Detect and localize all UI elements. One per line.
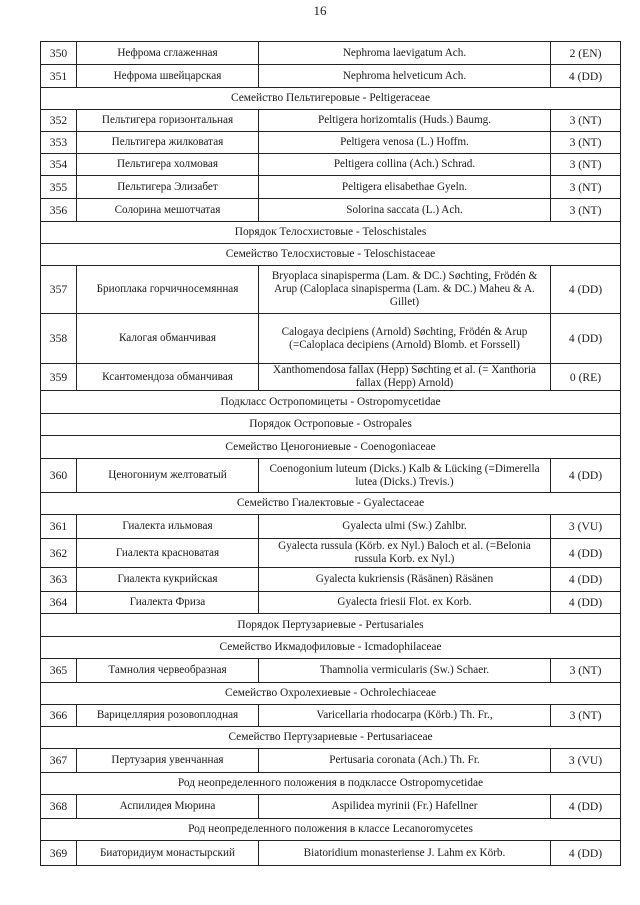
section-row — [41, 727, 621, 749]
table-row — [41, 841, 621, 866]
section-row — [41, 222, 621, 244]
red-list-table — [40, 41, 621, 866]
species-number: 365 — [41, 659, 77, 683]
species-number: 366 — [41, 705, 77, 727]
latin-name: Nephroma laevigatum Ach. — [259, 42, 551, 65]
russian-name: Нефрома швейцарская — [77, 65, 259, 88]
species-number: 360 — [41, 459, 77, 493]
section-row — [41, 773, 621, 795]
table-row — [41, 592, 621, 614]
russian-name: Ценогониум желтоватый — [77, 459, 259, 493]
section-row — [41, 683, 621, 705]
page-number: 16 — [313, 3, 327, 18]
category-status: 3 (NT) — [551, 176, 621, 199]
species-number: 363 — [41, 568, 77, 592]
species-number: 354 — [41, 154, 77, 176]
table-row — [41, 176, 621, 199]
russian-name: Тамнолия червеобразная — [77, 659, 259, 683]
russian-name: Пельтигера Элизабет — [77, 176, 259, 199]
category-status: 3 (NT) — [551, 132, 621, 154]
table-row — [41, 749, 621, 773]
table-row — [41, 539, 621, 568]
section-row — [41, 493, 621, 515]
section-title: Род неопределенного положения в подклассе Ostropomycetidae — [41, 773, 621, 795]
category-status: 4 (DD) — [551, 539, 621, 568]
latin-name: Nephroma helveticum Ach. — [259, 65, 551, 88]
russian-name: Пертузария увенчанная — [77, 749, 259, 773]
section-row — [41, 819, 621, 841]
russian-name: Ксантомендоза обманчивая — [77, 364, 259, 391]
species-number: 352 — [41, 110, 77, 132]
table-body — [41, 42, 621, 866]
latin-name: Xanthomendosa fallax (Hepp) Søchting et al. (= Xanthoria fallax (Hepp) Arnold) — [259, 364, 551, 391]
russian-name: Калогая обманчивая — [77, 314, 259, 364]
latin-name: Peltigera elisabethae Gyeln. — [259, 176, 551, 199]
category-status: 4 (DD) — [551, 65, 621, 88]
table-row — [41, 266, 621, 314]
section-title: Подкласс Остропомицеты - Ostropomycetidae — [41, 391, 621, 414]
section-title: Порядок Остроповые - Ostropales — [41, 414, 621, 436]
section-row — [41, 244, 621, 266]
section-title: Порядок Телосхистовые - Teloschistales — [41, 222, 621, 244]
russian-name: Солорина мешотчатая — [77, 199, 259, 222]
section-row — [41, 414, 621, 436]
table-row — [41, 314, 621, 364]
table-row — [41, 154, 621, 176]
table-row — [41, 568, 621, 592]
species-number: 369 — [41, 841, 77, 866]
russian-name: Бриоплака горчичносемянная — [77, 266, 259, 314]
russian-name: Пельтигера жилковатая — [77, 132, 259, 154]
species-number: 362 — [41, 539, 77, 568]
category-status: 0 (RE) — [551, 364, 621, 391]
russian-name: Гиалекта красноватая — [77, 539, 259, 568]
latin-name: Biatoridium monasteriense J. Lahm ex Körb. — [259, 841, 551, 866]
category-status: 3 (NT) — [551, 154, 621, 176]
table-row — [41, 65, 621, 88]
section-row — [41, 88, 621, 110]
table-row — [41, 659, 621, 683]
category-status: 3 (VU) — [551, 749, 621, 773]
latin-name: Gyalecta kukriensis (Räsänen) Räsänen — [259, 568, 551, 592]
latin-name: Gyalecta ulmi (Sw.) Zahlbr. — [259, 515, 551, 539]
section-row — [41, 637, 621, 659]
category-status: 2 (EN) — [551, 42, 621, 65]
species-number: 361 — [41, 515, 77, 539]
species-number: 357 — [41, 266, 77, 314]
latin-name: Aspilidea myrinii (Fr.) Hafellner — [259, 795, 551, 819]
species-number: 350 — [41, 42, 77, 65]
category-status: 4 (DD) — [551, 795, 621, 819]
latin-name: Peltigera horizomtalis (Huds.) Baumg. — [259, 110, 551, 132]
section-title: Род неопределенного положения в классе Lecanoromycetes — [41, 819, 621, 841]
section-title: Семейство Гиалектовые - Gyalectaceae — [41, 493, 621, 515]
species-number: 353 — [41, 132, 77, 154]
section-row — [41, 391, 621, 414]
russian-name: Гиалекта Фриза — [77, 592, 259, 614]
section-title: Семейство Пельтигеровые - Peltigeraceae — [41, 88, 621, 110]
table-row — [41, 795, 621, 819]
category-status: 3 (NT) — [551, 705, 621, 727]
table-row — [41, 42, 621, 65]
section-title: Порядок Пертузариевые - Pertusariales — [41, 614, 621, 637]
category-status: 3 (VU) — [551, 515, 621, 539]
species-number: 356 — [41, 199, 77, 222]
category-status: 4 (DD) — [551, 266, 621, 314]
latin-name: Gyalecta friesii Flot. ex Korb. — [259, 592, 551, 614]
latin-name: Bryoplaca sinapisperma (Lam. & DC.) Søchting, Frödén & Arup (Caloplaca sinapisperma (Lam. & DC.) Maheu & A. Gillet) — [259, 266, 551, 314]
species-number: 355 — [41, 176, 77, 199]
species-number: 364 — [41, 592, 77, 614]
section-title: Семейство Пертузариевые - Pertusariaceae — [41, 727, 621, 749]
latin-name: Calogaya decipiens (Arnold) Søchting, Frödén & Arup (=Caloplaca decipiens (Arnold) Blomb. et Forssell) — [259, 314, 551, 364]
latin-name: Coenogonium luteum (Dicks.) Kalb & Lücking (=Dimerella lutea (Dicks.) Trevis.) — [259, 459, 551, 493]
species-number: 368 — [41, 795, 77, 819]
latin-name: Peltigera venosa (L.) Hoffm. — [259, 132, 551, 154]
table-row — [41, 199, 621, 222]
table-row — [41, 110, 621, 132]
russian-name: Аспилидея Мюрина — [77, 795, 259, 819]
species-number: 358 — [41, 314, 77, 364]
section-title: Семейство Охролехиевые - Ochrolechiaceae — [41, 683, 621, 705]
russian-name: Гиалекта кукрийская — [77, 568, 259, 592]
species-number: 359 — [41, 364, 77, 391]
category-status: 3 (NT) — [551, 110, 621, 132]
table-row — [41, 705, 621, 727]
latin-name: Peltigera collina (Ach.) Schrad. — [259, 154, 551, 176]
russian-name: Пельтигера горизонтальная — [77, 110, 259, 132]
table-row — [41, 459, 621, 493]
latin-name: Gyalecta russula (Körb. ex Nyl.) Baloch et al. (=Belonia russula Korb. ex Nyl.) — [259, 539, 551, 568]
section-title: Семейство Ценогониевые - Coenogoniaceae — [41, 436, 621, 459]
category-status: 4 (DD) — [551, 459, 621, 493]
category-status: 4 (DD) — [551, 592, 621, 614]
table-row — [41, 515, 621, 539]
category-status: 4 (DD) — [551, 568, 621, 592]
section-title: Семейство Телосхистовые - Teloschistaceae — [41, 244, 621, 266]
category-status: 4 (DD) — [551, 841, 621, 866]
section-row — [41, 614, 621, 637]
table-row — [41, 364, 621, 391]
latin-name: Varicellaria rhodocarpa (Körb.) Th. Fr., — [259, 705, 551, 727]
russian-name: Пельтигера холмовая — [77, 154, 259, 176]
latin-name: Solorina saccata (L.) Ach. — [259, 199, 551, 222]
section-title: Семейство Икмадофиловые - Icmadophilaceae — [41, 637, 621, 659]
category-status: 4 (DD) — [551, 314, 621, 364]
section-row — [41, 436, 621, 459]
category-status: 3 (NT) — [551, 659, 621, 683]
russian-name: Нефрома сглаженная — [77, 42, 259, 65]
species-number: 351 — [41, 65, 77, 88]
russian-name: Гиалекта ильмовая — [77, 515, 259, 539]
category-status: 3 (NT) — [551, 199, 621, 222]
table-row — [41, 132, 621, 154]
russian-name: Варицеллярия розовоплодная — [77, 705, 259, 727]
species-number: 367 — [41, 749, 77, 773]
latin-name: Pertusaria coronata (Ach.) Th. Fr. — [259, 749, 551, 773]
russian-name: Биаторидиум монастырский — [77, 841, 259, 866]
latin-name: Thamnolia vermicularis (Sw.) Schaer. — [259, 659, 551, 683]
